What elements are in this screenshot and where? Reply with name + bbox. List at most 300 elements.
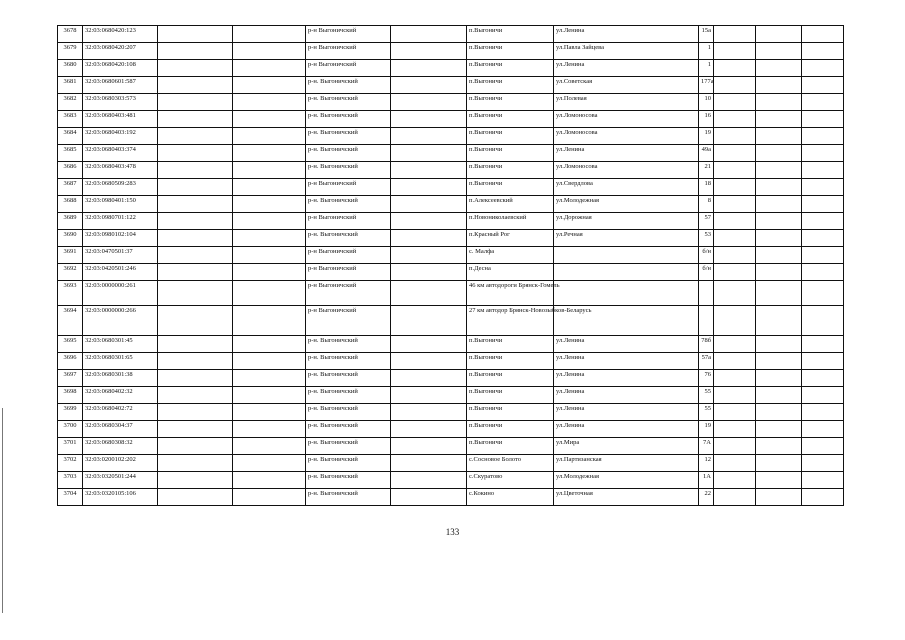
cell-dist: р-н. Выгоничский	[306, 370, 391, 387]
cell-empty	[233, 370, 306, 387]
cell-empty	[756, 472, 802, 489]
cell-loc: с.Кокино	[467, 489, 554, 506]
cell-empty	[158, 145, 233, 162]
cell-cad: 32:03:0320501:244	[83, 472, 158, 489]
cell-empty	[158, 77, 233, 94]
cell-cad: 32:03:0680402:32	[83, 387, 158, 404]
cell-house: 18	[699, 179, 714, 196]
cell-house	[699, 281, 714, 306]
cell-n: 3698	[58, 387, 83, 404]
cell-street: ул.Ленина	[554, 404, 699, 421]
cell-cad: 32:03:0680301:38	[83, 370, 158, 387]
cell-house: 76	[699, 370, 714, 387]
cell-house: 21	[699, 162, 714, 179]
cell-loc: с.Скуратово	[467, 472, 554, 489]
cell-street: ул.Ленина	[554, 353, 699, 370]
cell-loc: п.Выгоничи	[467, 353, 554, 370]
table-row	[58, 353, 844, 370]
cell-empty	[158, 353, 233, 370]
cell-empty	[391, 421, 467, 438]
cell-empty	[158, 230, 233, 247]
cell-empty	[802, 247, 844, 264]
cell-empty	[391, 370, 467, 387]
cell-empty	[802, 281, 844, 306]
table-row	[58, 247, 844, 264]
cell-empty	[802, 370, 844, 387]
cell-house: 57а	[699, 353, 714, 370]
cell-empty	[714, 162, 756, 179]
cell-cad: 32:03:0980401:150	[83, 196, 158, 213]
cell-empty	[802, 264, 844, 281]
cell-empty	[802, 196, 844, 213]
cell-street: ул.Ленина	[554, 26, 699, 43]
cell-empty	[756, 77, 802, 94]
table-row	[58, 230, 844, 247]
cell-street: ул.Дорожная	[554, 213, 699, 230]
cell-empty	[802, 145, 844, 162]
cell-empty	[756, 353, 802, 370]
cell-cad: 32:03:0680403:481	[83, 111, 158, 128]
cell-empty	[158, 421, 233, 438]
cell-empty	[391, 196, 467, 213]
cell-cad: 32:03:0680601:587	[83, 77, 158, 94]
cell-empty	[756, 196, 802, 213]
table-row	[58, 43, 844, 60]
cell-empty	[802, 26, 844, 43]
cell-loc: п.Выгоничи	[467, 404, 554, 421]
cell-n: 3680	[58, 60, 83, 77]
cell-empty	[391, 128, 467, 145]
cell-loc: п.Выгоничи	[467, 128, 554, 145]
cell-empty	[158, 128, 233, 145]
cell-empty	[158, 60, 233, 77]
cell-house: 7А	[699, 438, 714, 455]
cell-n: 3689	[58, 213, 83, 230]
cell-cad: 32:03:0470501:37	[83, 247, 158, 264]
cell-empty	[802, 213, 844, 230]
cell-dist: р-н. Выгоничский	[306, 404, 391, 421]
cell-empty	[756, 145, 802, 162]
cell-empty	[714, 306, 756, 336]
cell-house: 8	[699, 196, 714, 213]
cell-empty	[756, 247, 802, 264]
cell-empty	[756, 336, 802, 353]
cell-empty	[802, 438, 844, 455]
cell-street: ул.Ленина	[554, 370, 699, 387]
cell-dist: р-н. Выгоничский	[306, 77, 391, 94]
cell-loc: 46 км автодороги Брянск-Гомель	[467, 281, 554, 306]
cell-empty	[158, 247, 233, 264]
cell-house: 57	[699, 213, 714, 230]
table-row	[58, 94, 844, 111]
cell-n: 3694	[58, 306, 83, 336]
cell-cad: 32:03:0680403:192	[83, 128, 158, 145]
cell-empty	[802, 455, 844, 472]
cell-empty	[233, 60, 306, 77]
cell-street: ул.Мира	[554, 438, 699, 455]
cell-cad: 32:03:0200102:202	[83, 455, 158, 472]
cell-empty	[714, 26, 756, 43]
cell-dist: р-н Выгоничский	[306, 26, 391, 43]
cell-cad: 32:03:0980102:104	[83, 230, 158, 247]
table-row	[58, 421, 844, 438]
cell-house: 1А	[699, 472, 714, 489]
cell-empty	[802, 43, 844, 60]
cell-empty	[233, 281, 306, 306]
cell-n: 3692	[58, 264, 83, 281]
cell-n: 3703	[58, 472, 83, 489]
cell-empty	[756, 179, 802, 196]
cell-empty	[391, 281, 467, 306]
cell-empty	[233, 438, 306, 455]
cell-empty	[756, 128, 802, 145]
cell-empty	[233, 26, 306, 43]
cell-empty	[158, 455, 233, 472]
cell-n: 3683	[58, 111, 83, 128]
cell-loc: п.Выгоничи	[467, 370, 554, 387]
cell-loc: п.Выгоничи	[467, 60, 554, 77]
cell-empty	[714, 196, 756, 213]
cell-empty	[233, 264, 306, 281]
cell-loc: п.Выгоничи	[467, 43, 554, 60]
table-row	[58, 489, 844, 506]
cell-n: 3686	[58, 162, 83, 179]
cell-empty	[391, 455, 467, 472]
cell-loc: п.Новониколаевский	[467, 213, 554, 230]
cell-empty	[756, 94, 802, 111]
cell-empty	[391, 489, 467, 506]
cell-n: 3697	[58, 370, 83, 387]
cell-empty	[756, 60, 802, 77]
cell-loc: п.Выгоничи	[467, 421, 554, 438]
cell-dist: р-н. Выгоничский	[306, 94, 391, 111]
cell-empty	[158, 281, 233, 306]
cell-empty	[233, 43, 306, 60]
cell-empty	[391, 162, 467, 179]
cell-house: 49а	[699, 145, 714, 162]
cell-house: б/н	[699, 247, 714, 264]
cell-dist: р-н Выгоничский	[306, 60, 391, 77]
cell-n: 3690	[58, 230, 83, 247]
cell-cad: 32:03:0000000:261	[83, 281, 158, 306]
cell-dist: р-н. Выгоничский	[306, 421, 391, 438]
cell-empty	[756, 455, 802, 472]
cell-street: ул.Ленина	[554, 145, 699, 162]
cell-street: ул.Свердлова	[554, 179, 699, 196]
cell-loc: п.Выгоничи	[467, 94, 554, 111]
cell-house: 1	[699, 60, 714, 77]
cell-empty	[233, 353, 306, 370]
cell-n: 3678	[58, 26, 83, 43]
cell-empty	[233, 196, 306, 213]
cell-dist: р-н Выгоничский	[306, 247, 391, 264]
cell-cad: 32:03:0320105:106	[83, 489, 158, 506]
table-row	[58, 370, 844, 387]
cell-empty	[714, 336, 756, 353]
table-row	[58, 281, 844, 306]
cell-empty	[391, 438, 467, 455]
cell-empty	[756, 370, 802, 387]
cell-dist: р-н. Выгоничский	[306, 387, 391, 404]
cell-empty	[391, 247, 467, 264]
page-number: 133	[445, 527, 460, 537]
cell-empty	[233, 404, 306, 421]
cell-house: 16	[699, 111, 714, 128]
cell-empty	[158, 387, 233, 404]
cell-empty	[158, 43, 233, 60]
table-row	[58, 472, 844, 489]
cell-empty	[802, 179, 844, 196]
cell-empty	[802, 353, 844, 370]
cell-cad: 32:03:0680304:37	[83, 421, 158, 438]
cell-house: 1	[699, 43, 714, 60]
cell-empty	[391, 306, 467, 336]
cell-empty	[802, 77, 844, 94]
cell-empty	[158, 162, 233, 179]
cell-house: 12	[699, 455, 714, 472]
cell-street: ул.Полевая	[554, 94, 699, 111]
cell-street: ул.Ленина	[554, 60, 699, 77]
cell-street: ул.Ломоносова	[554, 111, 699, 128]
cell-dist: р-н. Выгоничский	[306, 489, 391, 506]
cell-street: ул.Ломоносова	[554, 162, 699, 179]
cell-empty	[802, 60, 844, 77]
table-row	[58, 179, 844, 196]
cell-empty	[391, 387, 467, 404]
cell-street: ул.Ломоносова	[554, 128, 699, 145]
cell-empty	[714, 404, 756, 421]
cell-loc: п.Алексеевский	[467, 196, 554, 213]
cell-empty	[233, 455, 306, 472]
cell-empty	[802, 230, 844, 247]
cell-empty	[233, 94, 306, 111]
cell-empty	[158, 306, 233, 336]
cell-cad: 32:03:0420501:246	[83, 264, 158, 281]
cell-empty	[158, 196, 233, 213]
cell-empty	[756, 281, 802, 306]
cell-loc: п.Выгоничи	[467, 162, 554, 179]
cell-cad: 32:03:0980701:122	[83, 213, 158, 230]
cell-n: 3693	[58, 281, 83, 306]
cell-dist: р-н Выгоничский	[306, 43, 391, 60]
cell-empty	[233, 472, 306, 489]
table-row	[58, 60, 844, 77]
cell-empty	[714, 60, 756, 77]
cell-empty	[802, 94, 844, 111]
cell-empty	[391, 26, 467, 43]
cell-empty	[233, 230, 306, 247]
cell-empty	[756, 404, 802, 421]
cell-empty	[714, 111, 756, 128]
cell-empty	[714, 489, 756, 506]
cell-empty	[714, 421, 756, 438]
cell-empty	[391, 336, 467, 353]
cell-empty	[714, 370, 756, 387]
cell-dist: р-н Выгоничский	[306, 281, 391, 306]
property-register-table	[57, 25, 844, 506]
table-row	[58, 213, 844, 230]
cell-empty	[158, 264, 233, 281]
table-body	[58, 26, 844, 506]
cell-dist: р-н Выгоничский	[306, 306, 391, 336]
cell-empty	[391, 213, 467, 230]
cell-house: 19	[699, 421, 714, 438]
cell-dist: р-н. Выгоничский	[306, 353, 391, 370]
cell-cad: 32:03:0680402:72	[83, 404, 158, 421]
cell-loc: п.Выгоничи	[467, 387, 554, 404]
cell-empty	[714, 472, 756, 489]
cell-empty	[233, 179, 306, 196]
cell-cad: 32:03:0680303:573	[83, 94, 158, 111]
cell-cad: 32:03:0680420:207	[83, 43, 158, 60]
cell-empty	[802, 472, 844, 489]
cell-street: ул.Молодежная	[554, 472, 699, 489]
table-row	[58, 196, 844, 213]
cell-empty	[756, 26, 802, 43]
cell-empty	[714, 43, 756, 60]
cell-empty	[714, 353, 756, 370]
cell-empty	[158, 370, 233, 387]
cell-n: 3700	[58, 421, 83, 438]
cell-empty	[391, 43, 467, 60]
cell-n: 3687	[58, 179, 83, 196]
cell-empty	[714, 77, 756, 94]
cell-empty	[714, 264, 756, 281]
cell-empty	[756, 489, 802, 506]
cell-n: 3696	[58, 353, 83, 370]
table-row	[58, 264, 844, 281]
cell-cad: 32:03:0000000:266	[83, 306, 158, 336]
cell-street: ул.Павла Зайцева	[554, 43, 699, 60]
cell-n: 3684	[58, 128, 83, 145]
table-row	[58, 404, 844, 421]
cell-n: 3699	[58, 404, 83, 421]
cell-cad: 32:03:0680308:32	[83, 438, 158, 455]
cell-empty	[158, 179, 233, 196]
cell-dist: р-н Выгоничский	[306, 264, 391, 281]
cell-empty	[802, 404, 844, 421]
cell-empty	[714, 281, 756, 306]
cell-dist: р-н Выгоничский	[306, 213, 391, 230]
cell-empty	[233, 128, 306, 145]
cell-empty	[391, 230, 467, 247]
cell-empty	[802, 489, 844, 506]
cell-house: 78б	[699, 336, 714, 353]
cell-street: ул.Ленина	[554, 421, 699, 438]
cell-n: 3682	[58, 94, 83, 111]
cell-empty	[714, 179, 756, 196]
cell-n: 3701	[58, 438, 83, 455]
cell-empty	[158, 404, 233, 421]
table-row	[58, 111, 844, 128]
cell-empty	[233, 162, 306, 179]
cell-dist: р-н. Выгоничский	[306, 111, 391, 128]
cell-empty	[158, 111, 233, 128]
cell-street: ул.Цветочная	[554, 489, 699, 506]
table-row	[58, 26, 844, 43]
table-row	[58, 455, 844, 472]
cell-loc: п.Выгоничи	[467, 111, 554, 128]
cell-dist: р-н. Выгоничский	[306, 196, 391, 213]
cell-street: ул.Речная	[554, 230, 699, 247]
table-row	[58, 387, 844, 404]
cell-empty	[714, 145, 756, 162]
cell-empty	[391, 264, 467, 281]
table-row	[58, 162, 844, 179]
cell-empty	[756, 230, 802, 247]
cell-n: 3679	[58, 43, 83, 60]
cell-empty	[714, 230, 756, 247]
cell-loc: с. Малфа	[467, 247, 554, 264]
cell-empty	[756, 421, 802, 438]
cell-empty	[233, 306, 306, 336]
cell-empty	[714, 128, 756, 145]
cell-empty	[756, 213, 802, 230]
cell-n: 3688	[58, 196, 83, 213]
cell-house: 177а	[699, 77, 714, 94]
cell-loc: с.Сосновое Болото	[467, 455, 554, 472]
cell-empty	[756, 162, 802, 179]
cell-n: 3704	[58, 489, 83, 506]
cell-empty	[391, 111, 467, 128]
cell-empty	[714, 94, 756, 111]
table-row	[58, 128, 844, 145]
cell-empty	[756, 387, 802, 404]
cell-empty	[391, 472, 467, 489]
cell-empty	[802, 162, 844, 179]
cell-empty	[158, 94, 233, 111]
table-row	[58, 145, 844, 162]
cell-loc: п.Десна	[467, 264, 554, 281]
cell-loc: п.Выгоничи	[467, 438, 554, 455]
cell-empty	[391, 179, 467, 196]
cell-cad: 32:03:0680509:283	[83, 179, 158, 196]
cell-empty	[756, 264, 802, 281]
table-row	[58, 306, 844, 336]
cell-empty	[714, 438, 756, 455]
cell-dist: р-н. Выгоничский	[306, 438, 391, 455]
cell-house: 55	[699, 404, 714, 421]
cell-dist: р-н Выгоничский	[306, 179, 391, 196]
cell-empty	[233, 387, 306, 404]
cell-empty	[233, 213, 306, 230]
cell-house: 19	[699, 128, 714, 145]
table-row	[58, 77, 844, 94]
cell-empty	[233, 421, 306, 438]
cell-empty	[233, 145, 306, 162]
table-row	[58, 438, 844, 455]
cell-empty	[714, 455, 756, 472]
cell-n: 3691	[58, 247, 83, 264]
cell-n: 3681	[58, 77, 83, 94]
cell-street	[554, 264, 699, 281]
cell-house: 55	[699, 387, 714, 404]
cell-street: ул.Советская	[554, 77, 699, 94]
cell-empty	[233, 111, 306, 128]
cell-cad: 32:03:0680403:374	[83, 145, 158, 162]
cell-house: 10	[699, 94, 714, 111]
cell-house: 22	[699, 489, 714, 506]
cell-empty	[802, 387, 844, 404]
cell-loc: п.Выгоничи	[467, 26, 554, 43]
cell-empty	[391, 94, 467, 111]
cell-empty	[714, 387, 756, 404]
cell-empty	[714, 213, 756, 230]
cell-cad: 32:03:0680420:108	[83, 60, 158, 77]
cell-empty	[158, 489, 233, 506]
cell-empty	[233, 336, 306, 353]
cell-empty	[756, 111, 802, 128]
